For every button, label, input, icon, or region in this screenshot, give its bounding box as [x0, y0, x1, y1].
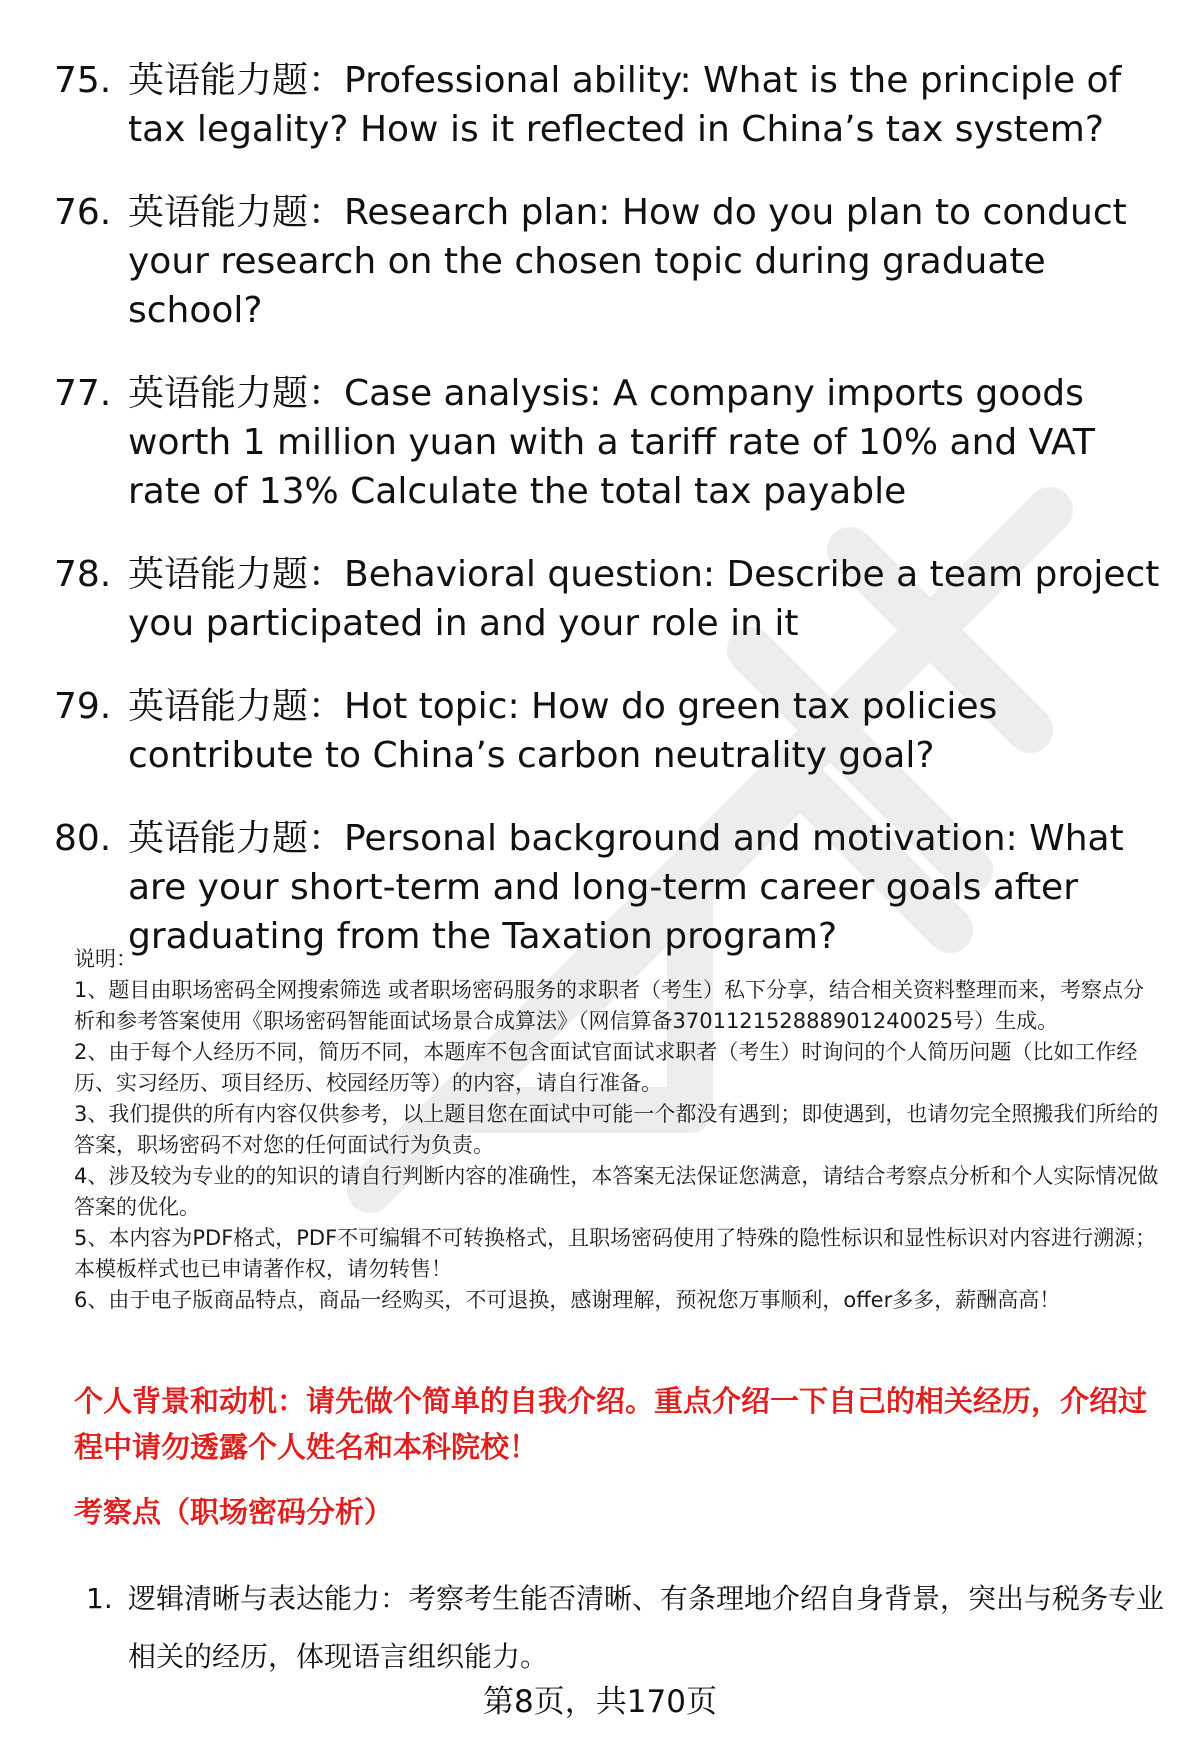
question-item — [0, 682, 1200, 780]
question-text: 英语能力题：Professional ability: What is the principle of tax legality? How is it reflected in China’s tax system? — [128, 60, 1122, 150]
question-text: 英语能力题：Behavioral question: Describe a team project you participated in and your role in it — [128, 554, 1160, 644]
question-number: 80. — [54, 818, 112, 859]
analysis-heading: 考察点（职场密码分析） — [74, 1495, 394, 1529]
question-list — [0, 56, 1200, 995]
question-number: 77. — [54, 373, 112, 414]
analysis-text: 逻辑清晰与表达能力：考察考生能否清晰、有条理地介绍自身背景，突出与税务专业相关的经历，体现语言组织能力。 — [128, 1582, 1165, 1673]
question-number: 75. — [54, 60, 112, 101]
question-heading: 个人背景和动机：请先做个简单的自我介绍。重点介绍一下自己的相关经历，介绍过程中请勿透露个人姓名和本科院校！ — [74, 1384, 1148, 1464]
note-item: 1、题目由职场密码全网搜索筛选 或者职场密码服务的求职者（考生）私下分享，结合相关资料整理而来，考察点分析和参考答案使用《职场密码智能面试场景合成算法》（网信算备370112152888901240025号）生成。 — [74, 978, 1145, 1033]
question-text: 英语能力题：Hot topic: How do green tax policies contribute to China’s carbon neutrality goal? — [128, 686, 998, 776]
note-item: 2、由于每个人经历不同，简历不同，本题库不包含面试官面试求职者（考生）时询问的个人简历问题（比如工作经历、实习经历、项目经历、校园经历等）的内容，请自行准备。 — [74, 1040, 1138, 1095]
analysis-item — [86, 1570, 1166, 1686]
question-number: 78. — [54, 554, 112, 595]
question-number: 76. — [54, 192, 112, 233]
analysis-list — [86, 1570, 1166, 1686]
notes-title: 说明： — [74, 947, 137, 971]
note-item: 3、我们提供的所有内容仅供参考，以上题目您在面试中可能一个都没有遇到；即使遇到，也请勿完全照搬我们所给的答案，职场密码不对您的任何面试行为负责。 — [74, 1102, 1159, 1157]
question-text: 英语能力题：Personal background and motivation: What are your short-term and long-term career goals after graduating from the Taxation program? — [128, 818, 1124, 957]
note-item: 6、由于电子版商品特点，商品一经购买，不可退换，感谢理解，预祝您万事顺利，offer多多，薪酬高高！ — [74, 1288, 1061, 1312]
question-item — [0, 814, 1200, 961]
page-footer: 第8页，共170页 — [483, 1684, 717, 1720]
analysis-number: 1. — [86, 1582, 113, 1615]
question-item — [0, 188, 1200, 335]
note-item: 5、本内容为PDF格式，PDF不可编辑不可转换格式，且职场密码使用了特殊的隐性标识和显性标识对内容进行溯源；本模板样式也已申请著作权，请勿转售！ — [74, 1226, 1157, 1281]
question-text: 英语能力题：Case analysis: A company imports goods worth 1 million yuan with a tariff rate of 10% and VAT rate of 13% Calculate the total tax payable — [128, 373, 1095, 512]
question-text: 英语能力题：Research plan: How do you plan to conduct your research on the chosen topic during graduate school? — [128, 192, 1127, 331]
note-item: 4、涉及较为专业的的知识的请自行判断内容的准确性，本答案无法保证您满意，请结合考察点分析和个人实际情况做答案的优化。 — [74, 1164, 1159, 1219]
notes-section — [74, 944, 1164, 1316]
question-item — [0, 369, 1200, 516]
question-item — [0, 550, 1200, 648]
question-number: 79. — [54, 686, 112, 727]
question-item — [0, 56, 1200, 154]
